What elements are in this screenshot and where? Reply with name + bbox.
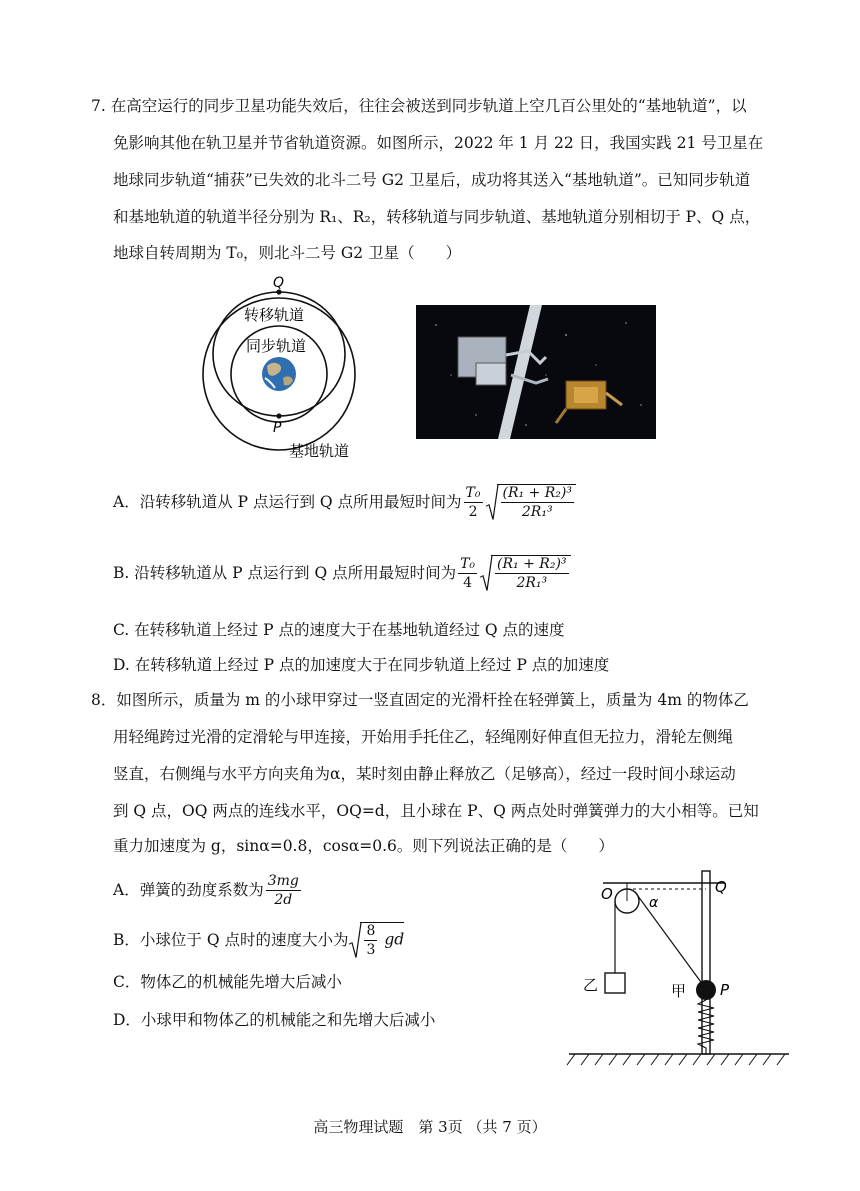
- label-yi: 乙: [583, 976, 599, 994]
- label-jia: 甲: [671, 982, 687, 1000]
- q7-option-a-sqrt: [485, 484, 576, 521]
- q7-option-c: C. 在转移轨道上经过 P 点的速度大于在基地轨道经过 Q 点的速度: [113, 621, 565, 639]
- ball-jia: [696, 980, 716, 1000]
- q7-option-b-text: B. 沿转移轨道从 P 点运行到 Q 点所用最短时间为: [113, 564, 457, 582]
- q7-option-a-coef: [464, 484, 483, 521]
- q7-option-a-coef-den: 2: [468, 503, 478, 520]
- orbit-diagram: [195, 270, 375, 465]
- q8-option-b-tail: gd: [384, 930, 405, 948]
- q8-line-1: 8．如图所示，质量为 m 的小球甲穿过一竖直固定的光滑杆拴在轻弹簧上，质量为 4m 的物体乙: [91, 691, 749, 709]
- q7-option-a-rad-den: 2R₁³: [521, 503, 553, 520]
- q7-option-b-sqrt: [479, 555, 570, 592]
- label-o: O: [601, 885, 613, 903]
- q8-option-b-den: 3: [366, 941, 376, 958]
- q7-option-b-coef-den: 4: [463, 574, 473, 591]
- q7-option-b-coef: [458, 555, 477, 592]
- q8-option-b-sqrt: [348, 922, 404, 959]
- q7-option-b-coef-num: T₀: [460, 555, 476, 572]
- q8-option-a-num: 3mg: [267, 872, 299, 889]
- block-yi: [605, 973, 625, 993]
- q8-option-c: C．物体乙的机械能先增大后减小: [113, 973, 342, 991]
- diagram-label-q: Q: [273, 275, 285, 291]
- pulley-spring-diagram: [565, 865, 795, 1075]
- q7-line-5: 地球自转周期为 T₀，则北斗二号 G2 卫星（ ）: [113, 244, 462, 262]
- satellite-photo: [416, 305, 656, 439]
- q8-line-4: 到 Q 点，OQ 两点的连线水平，OQ=d，且小球在 P、Q 两点处时弹簧弹力的大小相等。已知: [113, 802, 759, 820]
- diagram-label-transfer: 转移轨道: [244, 306, 305, 324]
- q7-option-b-rad-num: (R₁ + R₂)³: [497, 555, 567, 572]
- q7-option-a-text: A．沿转移轨道从 P 点运行到 Q 点所用最短时间为: [113, 493, 462, 511]
- radical-icon: [485, 484, 499, 521]
- q7-option-b: [113, 545, 571, 601]
- q7-line-4: 和基地轨道的轨道半径分别为 R₁、R₂，转移轨道与同步轨道、基地轨道分别相切于 P、Q 点，: [113, 208, 761, 226]
- diagram-label-base: 基地轨道: [289, 442, 350, 460]
- q8-option-b: [113, 916, 404, 964]
- q7-option-a-coef-num: T₀: [465, 484, 481, 501]
- q8-option-a: [113, 868, 303, 912]
- radical-icon: [348, 922, 362, 959]
- q7-line-1: 7. 在高空运行的同步卫星功能失效后，往往会被送到同步轨道上空几百公里处的“基地轨道”，以: [91, 97, 747, 115]
- q8-option-a-text: A．弹簧的劲度系数为: [113, 881, 264, 899]
- q8-line-3: 竖直，右侧绳与水平方向夹角为α，某时刻由静止释放乙（足够高），经过一段时间小球运动: [113, 765, 736, 783]
- page-footer: 高三物理试题 第 3页 （共 7 页）: [313, 1118, 547, 1136]
- q7-option-a-rad-num: (R₁ + R₂)³: [502, 484, 572, 501]
- earth-icon: [262, 357, 296, 391]
- q7-option-b-rad-den: 2R₁³: [516, 574, 548, 591]
- q7-option-d: D. 在转移轨道上经过 P 点的加速度大于在同步轨道上经过 P 点的加速度: [113, 656, 610, 674]
- label-p: P: [720, 981, 730, 999]
- q8-line-5: 重力加速度为 g，sinα=0.8，cosα=0.6。则下列说法正确的是（ ）: [113, 837, 614, 855]
- q7-line-3: 地球同步轨道“捕获”已失效的北斗二号 G2 卫星后，成功将其送入“基地轨道”。已知同步轨道: [113, 171, 751, 189]
- label-alpha: α: [649, 895, 659, 911]
- q8-option-a-den: 2d: [274, 891, 293, 908]
- label-q: Q: [715, 878, 727, 896]
- point-p-dot: [276, 413, 281, 418]
- q8-option-d: D．小球甲和物体乙的机械能之和先增大后减小: [113, 1011, 436, 1029]
- spring-icon: [698, 1000, 714, 1054]
- q8-line-2: 用轻绳跨过光滑的定滑轮与甲连接，开始用手托住乙，轻绳刚好伸直但无拉力，滑轮左侧绳: [113, 728, 734, 746]
- q8-option-b-num: 8: [366, 922, 376, 939]
- q7-line-2: 免影响其他在轨卫星并节省轨道资源。如图所示，2022 年 1 月 22 日，我国实践 21 号卫星在: [113, 134, 764, 152]
- diagram-label-p: P: [273, 420, 282, 436]
- q8-option-a-frac: [266, 872, 301, 909]
- q8-option-b-text: B．小球位于 Q 点时的速度大小为: [113, 931, 349, 949]
- diagram-label-sync: 同步轨道: [246, 337, 307, 355]
- radical-icon: [479, 555, 493, 592]
- q7-option-a: [113, 474, 576, 530]
